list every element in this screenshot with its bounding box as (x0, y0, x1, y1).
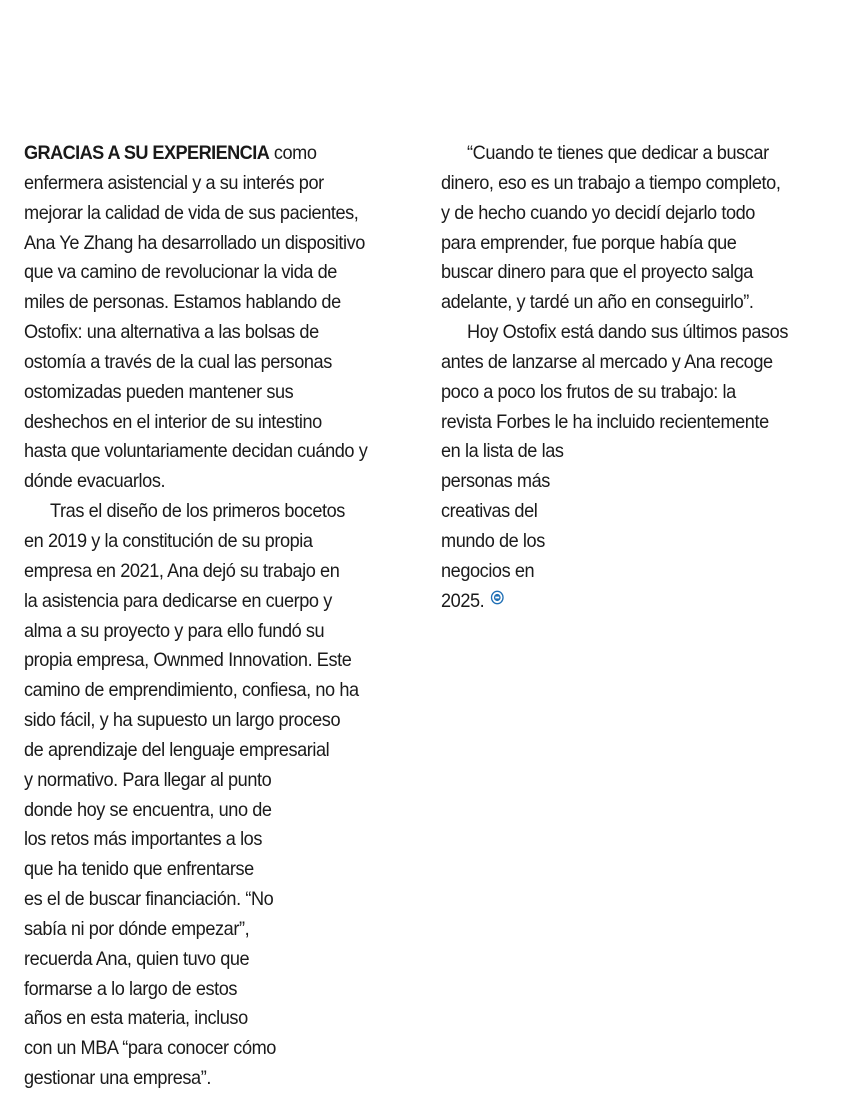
text-line: alma a su proyecto y para ello fundó su (24, 619, 325, 642)
text-line: la asistencia para dedicarse en cuerpo y (24, 589, 332, 612)
text-line: gestionar una empresa”. (24, 1067, 211, 1090)
column-right (441, 139, 851, 617)
text-line: propia empresa, Ownmed Innovation. Este (24, 649, 352, 672)
text-line: Ostofix: una alternativa a las bolsas de (24, 321, 319, 344)
text-line: que ha tenido que enfrentarse (24, 858, 254, 881)
text-line: recuerda Ana, quien tuvo que (24, 947, 250, 970)
text-line: es el de buscar financiación. “No (24, 888, 274, 911)
paragraph-start-line: Hoy Ostofix está dando sus últimos pasos (467, 321, 788, 344)
text-line: negocios en (441, 559, 535, 582)
text-line: personas más (441, 470, 550, 493)
text-line: en la lista de las (441, 440, 564, 463)
text-line: buscar dinero para que el proyecto salga (441, 261, 753, 284)
text-line: años en esta materia, incluso (24, 1007, 248, 1030)
text-line: con un MBA “para conocer cómo (24, 1037, 276, 1060)
end-of-article-mark-icon (490, 585, 504, 615)
text-line: y de hecho cuando yo decidí dejarlo todo (441, 201, 755, 224)
text-line: de aprendizaje del lenguaje empresarial (24, 738, 330, 761)
text-line: GRACIAS A SU EXPERIENCIA como (24, 142, 317, 164)
text-line: en 2019 y la constitución de su propia (24, 529, 313, 552)
text-line: formarse a lo largo de estos (24, 977, 238, 1000)
text-line: poco a poco los frutos de su trabajo: la (441, 380, 736, 403)
text-line: donde hoy se encuentra, uno de (24, 798, 272, 821)
text-line: los retos más importantes a los (24, 828, 263, 851)
text-line: creativas del (441, 500, 538, 523)
text-line: dónde evacuarlos. (24, 470, 166, 493)
text-line: miles de personas. Estamos hablando de (24, 291, 341, 314)
text-line: para emprender, fue porque había que (441, 231, 737, 254)
lead-in-caps: GRACIAS A SU EXPERIENCIA (24, 142, 270, 164)
text-line: mundo de los (441, 529, 545, 552)
text-line: empresa en 2021, Ana dejó su trabajo en (24, 559, 340, 582)
paragraph-start-line: “Cuando te tienes que dedicar a buscar (467, 142, 769, 164)
text-line: enfermera asistencial y a su interés por (24, 171, 324, 194)
text-line: deshechos en el interior de su intestino (24, 410, 322, 433)
text-line: sabía ni por dónde empezar”, (24, 917, 250, 940)
paragraph-start-line: Tras el diseño de los primeros bocetos (50, 500, 345, 523)
text-line: camino de emprendimiento, confiesa, no ha (24, 679, 359, 702)
text-line: 2025. (441, 587, 822, 617)
column-left (24, 139, 424, 1094)
text-line: que va camino de revolucionar la vida de (24, 261, 337, 284)
text-line: ostomía a través de la cual las personas (24, 350, 332, 373)
text-line: Ana Ye Zhang ha desarrollado un dispositivo (24, 231, 365, 254)
text-line: mejorar la calidad de vida de sus pacientes, (24, 201, 359, 224)
text-line: hasta que voluntariamente decidan cuándo y (24, 440, 368, 463)
text-line: ostomizadas pueden mantener sus (24, 380, 294, 403)
text-line: sido fácil, y ha supuesto un largo proceso (24, 709, 341, 732)
text-line: adelante, y tardé un año en conseguirlo”. (441, 291, 754, 314)
text-line: y normativo. Para llegar al punto (24, 768, 272, 791)
text-line: dinero, eso es un trabajo a tiempo completo, (441, 171, 781, 194)
text-line: antes de lanzarse al mercado y Ana recoge (441, 350, 773, 373)
text-line: revista Forbes le ha incluido recientemente (441, 410, 769, 433)
